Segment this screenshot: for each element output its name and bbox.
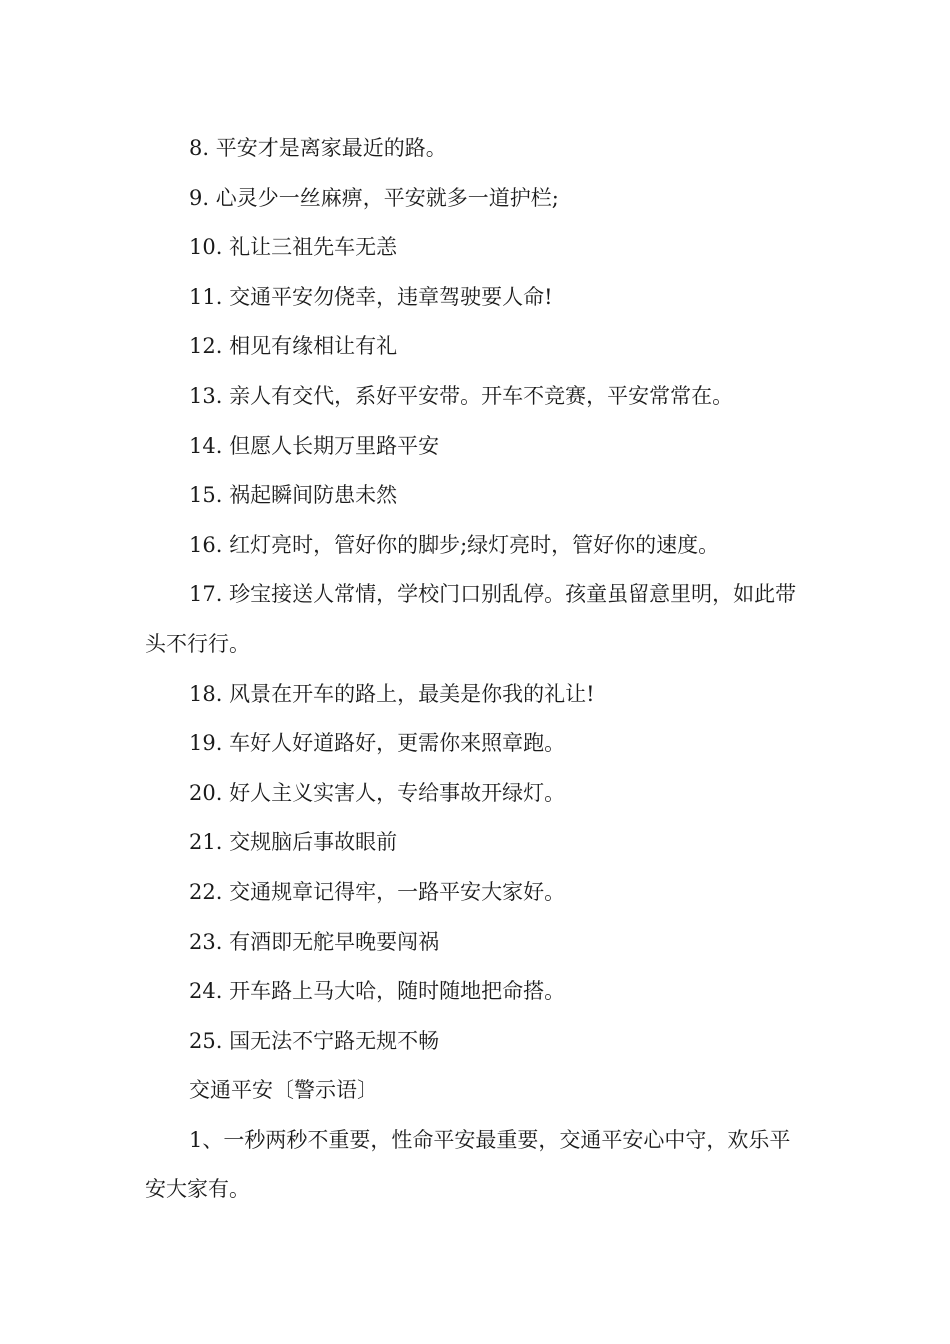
paragraph-item-23: 23. 有酒即无舵早晚要闯祸 [189, 929, 440, 954]
section-heading: 交通平安〔警示语〕 [189, 1078, 378, 1103]
paragraph-item-warning-1: 1、一秒两秒不重要，性命平安最重要，交通平安心中守，欢乐平安大家有。 [145, 1127, 791, 1202]
paragraph-item-25: 25. 国无法不宁路无规不畅 [189, 1028, 440, 1053]
paragraph-item-11: 11. 交通平安勿侥幸，违章驾驶要人命! [189, 284, 553, 309]
paragraph-item-16: 16. 红灯亮时，管好你的脚步;绿灯亮时，管好你的速度。 [189, 532, 720, 557]
paragraph-item-14: 14. 但愿人长期万里路平安 [189, 433, 440, 458]
paragraph-item-13: 13. 亲人有交代，系好平安带。开车不竞赛，平安常常在。 [189, 383, 734, 408]
paragraph-item-18: 18. 风景在开车的路上，最美是你我的礼让! [189, 681, 595, 706]
paragraph-item-8: 8. 平安才是离家最近的路。 [189, 136, 447, 160]
paragraph-item-12: 12. 相见有缘相让有礼 [189, 334, 398, 359]
paragraph-item-9: 9. 心灵少一丝麻痹，平安就多一道护栏; [189, 185, 559, 210]
paragraph-item-21: 21. 交规脑后事故眼前 [189, 830, 398, 855]
paragraph-item-15: 15. 祸起瞬间防患未然 [189, 483, 398, 508]
paragraph-item-20: 20. 好人主义实害人，专给事故开绿灯。 [189, 780, 566, 805]
paragraph-item-22: 22. 交通规章记得牢，一路平安大家好。 [189, 879, 566, 904]
paragraph-item-24: 24. 开车路上马大哈，随时随地把命搭。 [189, 979, 566, 1004]
paragraph-item-10: 10. 礼让三祖先车无恙 [189, 235, 398, 260]
paragraph-item-17: 17. 珍宝接送人常情，学校门口别乱停。孩童虽留意里明，如此带头不行行。 [145, 582, 797, 656]
paragraph-item-19: 19. 车好人好道路好，更需你来照章跑。 [189, 731, 566, 756]
document-body [145, 124, 807, 1215]
